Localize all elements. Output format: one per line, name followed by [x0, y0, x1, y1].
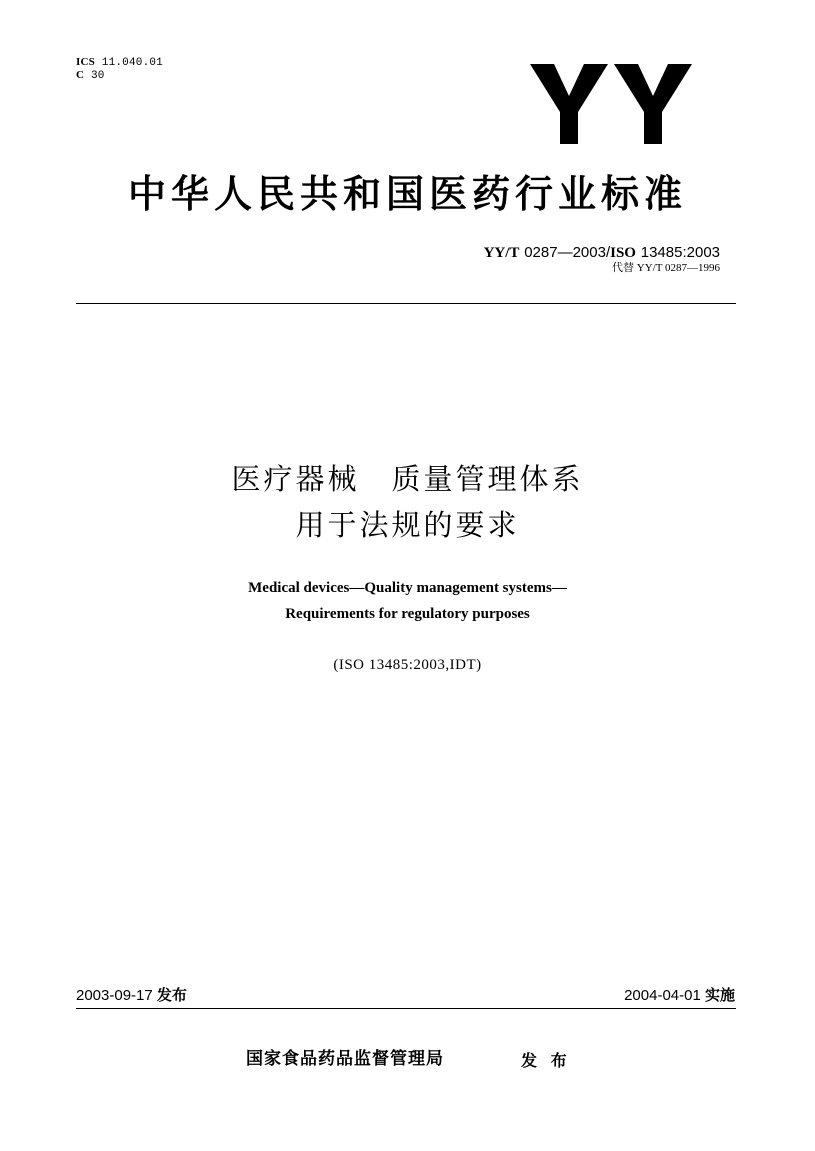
standard-number-iso-label: ISO	[610, 245, 636, 261]
bottom-divider	[76, 1008, 736, 1009]
standard-number	[484, 243, 720, 262]
implement-date: 2004-04-01	[624, 987, 701, 1004]
standard-number-prefix: YY/T	[483, 245, 520, 261]
standard-title: 中华人民共和国医药行业标准	[127, 172, 687, 216]
replaces-note: 代替 YY/T 0287—1996	[612, 262, 720, 274]
document-title-cn-line-1: 医疗器械 质量管理体系	[231, 462, 584, 496]
top-divider	[76, 303, 736, 304]
ics-number: 11.040.01	[101, 57, 163, 69]
ics-label: ICS	[76, 56, 95, 68]
yy-logo-letter-2	[614, 64, 692, 144]
issue-date-line	[76, 985, 187, 1006]
document-title-en-line-2: Requirements for regulatory purposes	[285, 606, 530, 622]
issue-date: 2003-09-17	[76, 987, 153, 1004]
implement-date-line	[624, 985, 735, 1006]
ccs-number: 30	[90, 70, 105, 82]
issue-label: 发布	[156, 986, 187, 1004]
standard-number-iso-code: 13485:2003	[640, 244, 720, 261]
issuing-authority: 国家食品药品监督管理局	[246, 1049, 444, 1069]
ccs-label: C	[76, 69, 85, 81]
standard-number-main: 0287—2003/	[524, 244, 611, 261]
issuing-action: 发 布	[521, 1051, 571, 1070]
ics-code	[76, 56, 163, 69]
equivalence-note: (ISO 13485:2003,IDT)	[333, 657, 482, 673]
yy-logo	[530, 52, 694, 146]
document-title-cn-line-2: 用于法规的要求	[295, 508, 520, 542]
document-title-en-line-1: Medical devices—Quality management systems—	[248, 580, 567, 596]
ccs-code	[76, 69, 105, 82]
yy-logo-letter-1	[530, 64, 608, 144]
implement-label: 实施	[704, 986, 735, 1004]
